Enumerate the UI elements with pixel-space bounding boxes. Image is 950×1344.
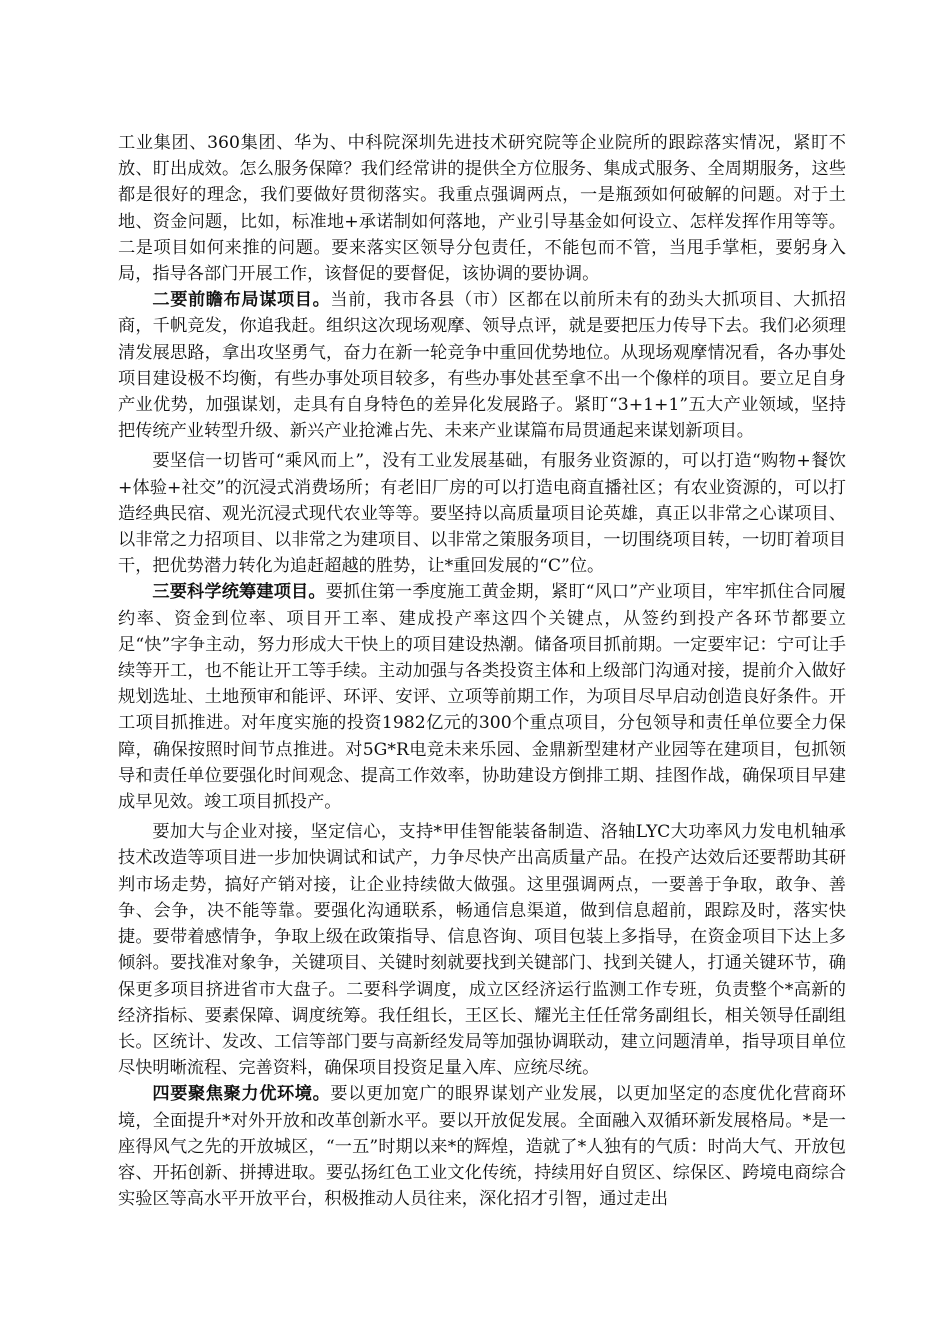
section-heading-2: 二要前瞻布局谋项目。 bbox=[152, 290, 331, 311]
section-heading-3: 三要科学统筹建项目。 bbox=[152, 582, 326, 603]
paragraph-4-text: 要抓住第一季度施工黄金期，紧盯“风口”产业项目，牢牢抓住合同履约率、资金到位率、项目开工率、建成投产率这四个关键点，从签约到投产各环节都要立足“快”字争主动，努力形成大干快上的项目建设热潮。储备项目抓前期。一定要牢记：宁可让手续等开工，也不能让开工等手续。主动加强与各类投资主体和上级部门沟通对接，提前介入做好规划选址、土地预审和能评、环评、安评、立项等前期工作，为项目尽早启动创造良好条件。开工项目抓推进。对年度实施的投资1982亿元的300个重点项目，分包领导和责任单位要全力保障，确保按照时间节点推进。对5G*R电竞未来乐园、金鼎新型建材产业园等在建项目，包抓领导和责任单位要强化时间观念、提高工作效率，协助建设方倒排工期、挂图作战，确保项目早建成早见效。竣工项目抓投产。 bbox=[118, 582, 846, 813]
paragraph-6 bbox=[118, 1081, 846, 1212]
paragraph-5 bbox=[118, 819, 846, 1081]
paragraph-2 bbox=[118, 287, 846, 444]
section-heading-4: 四要聚焦聚力优环境。 bbox=[152, 1084, 331, 1105]
paragraph-2-text: 当前，我市各县（市）区都在以前所未有的劲头大抓项目、大抓招商，千帆竞发，你追我赶。组织这次现场观摩、领导点评，就是要把压力传导下去。我们必须理清发展思路，拿出攻坚勇气，奋力在新一轮竞争中重回优势地位。从现场观摩情况看，各办事处项目建设极不均衡，有些办事处项目较多，有些办事处甚至拿不出一个像样的项目。要立足自身产业优势，加强谋划，走具有自身特色的差异化发展路子。紧盯“3+1+1”五大产业领域，坚持把传统产业转型升级、新兴产业抢滩占先、未来产业谋篇布局贯通起来谋划新项目。 bbox=[118, 290, 846, 442]
paragraph-1-text: 工业集团、360集团、华为、中科院深圳先进技术研究院等企业院所的跟踪落实情况，紧盯不放、盯出成效。怎么服务保障？我们经常讲的提供全方位服务、集成式服务、全周期服务，这些都是很好的理念，我们要做好贯彻落实。我重点强调两点，一是瓶颈如何破解的问题。对于土地、资金问题，比如，标准地+承诺制如何落地，产业引导基金如何设立、怎样发挥作用等等。二是项目如何来推的问题。要来落实区领导分包责任，不能包而不管，当甩手掌柜，要躬身入局，指导各部门开展工作，该督促的要督促，该协调的要协调。 bbox=[118, 133, 846, 285]
paragraph-3 bbox=[118, 448, 846, 579]
document-body bbox=[118, 130, 846, 1212]
paragraph-6-text: 要以更加宽广的眼界谋划产业发展，以更加坚定的态度优化营商环境，全面提升*对外开放和改革创新水平。要以开放促发展。全面融入双循环新发展格局。*是一座得风气之先的开放城区，“一五”时期以来*的辉煌，造就了*人独有的气质：时尚大气、开放包容、开拓创新、拼搏进取。要弘扬红色工业文化传统，持续用好自贸区、综保区、跨境电商综合实验区等高水平开放平台，积极推动人员往来，深化招才引智，通过走出 bbox=[118, 1084, 846, 1210]
paragraph-1 bbox=[118, 130, 846, 287]
paragraph-3-text: 要坚信一切皆可“乘风而上”，没有工业发展基础，有服务业资源的，可以打造“购物+餐饮+体验+社交”的沉浸式消费场所；有老旧厂房的可以打造电商直播社区；有农业资源的，可以打造经典民宿、观光沉浸式现代农业等等。要坚持以高质量项目论英雄，真正以非常之心谋项目、以非常之力招项目、以非常之为建项目、以非常之策服务项目，一切围绕项目转，一切盯着项目干，把优势潜力转化为追赶超越的胜势，让*重回发展的“C”位。 bbox=[118, 451, 846, 577]
paragraph-5-text: 要加大与企业对接，坚定信心，支持*甲佳智能装备制造、洛轴LYC大功率风力发电机轴承技术改造等项目进一步加快调试和试产，力争尽快产出高质量产品。在投产达效后还要帮助其研判市场走势，搞好产销对接，让企业持续做大做强。这里强调两点，一要善于争取，敢争、善争、会争，决不能等靠。要强化沟通联系，畅通信息渠道，做到信息超前，跟踪及时，落实快捷。要带着感情争，争取上级在政策指导、信息咨询、项目包装上多指导，在资金项目下达上多倾斜。要找准对象争，关键项目、关键时刻就要找到关键部门、找到关键人，打通关键环节，确保更多项目挤进省市大盘子。二要科学调度，成立区经济运行监测工作专班，负责整个*高新的经济指标、要素保障、调度统筹。我任组长，王区长、耀光主任任常务副组长，相关领导任副组长。区统计、发改、工信等部门要与高新经发局等加强协调联动，建立问题清单，指导项目单位尽快明晰流程、完善资料，确保项目投资足量入库、应统尽统。 bbox=[118, 822, 846, 1079]
paragraph-4 bbox=[118, 579, 846, 815]
